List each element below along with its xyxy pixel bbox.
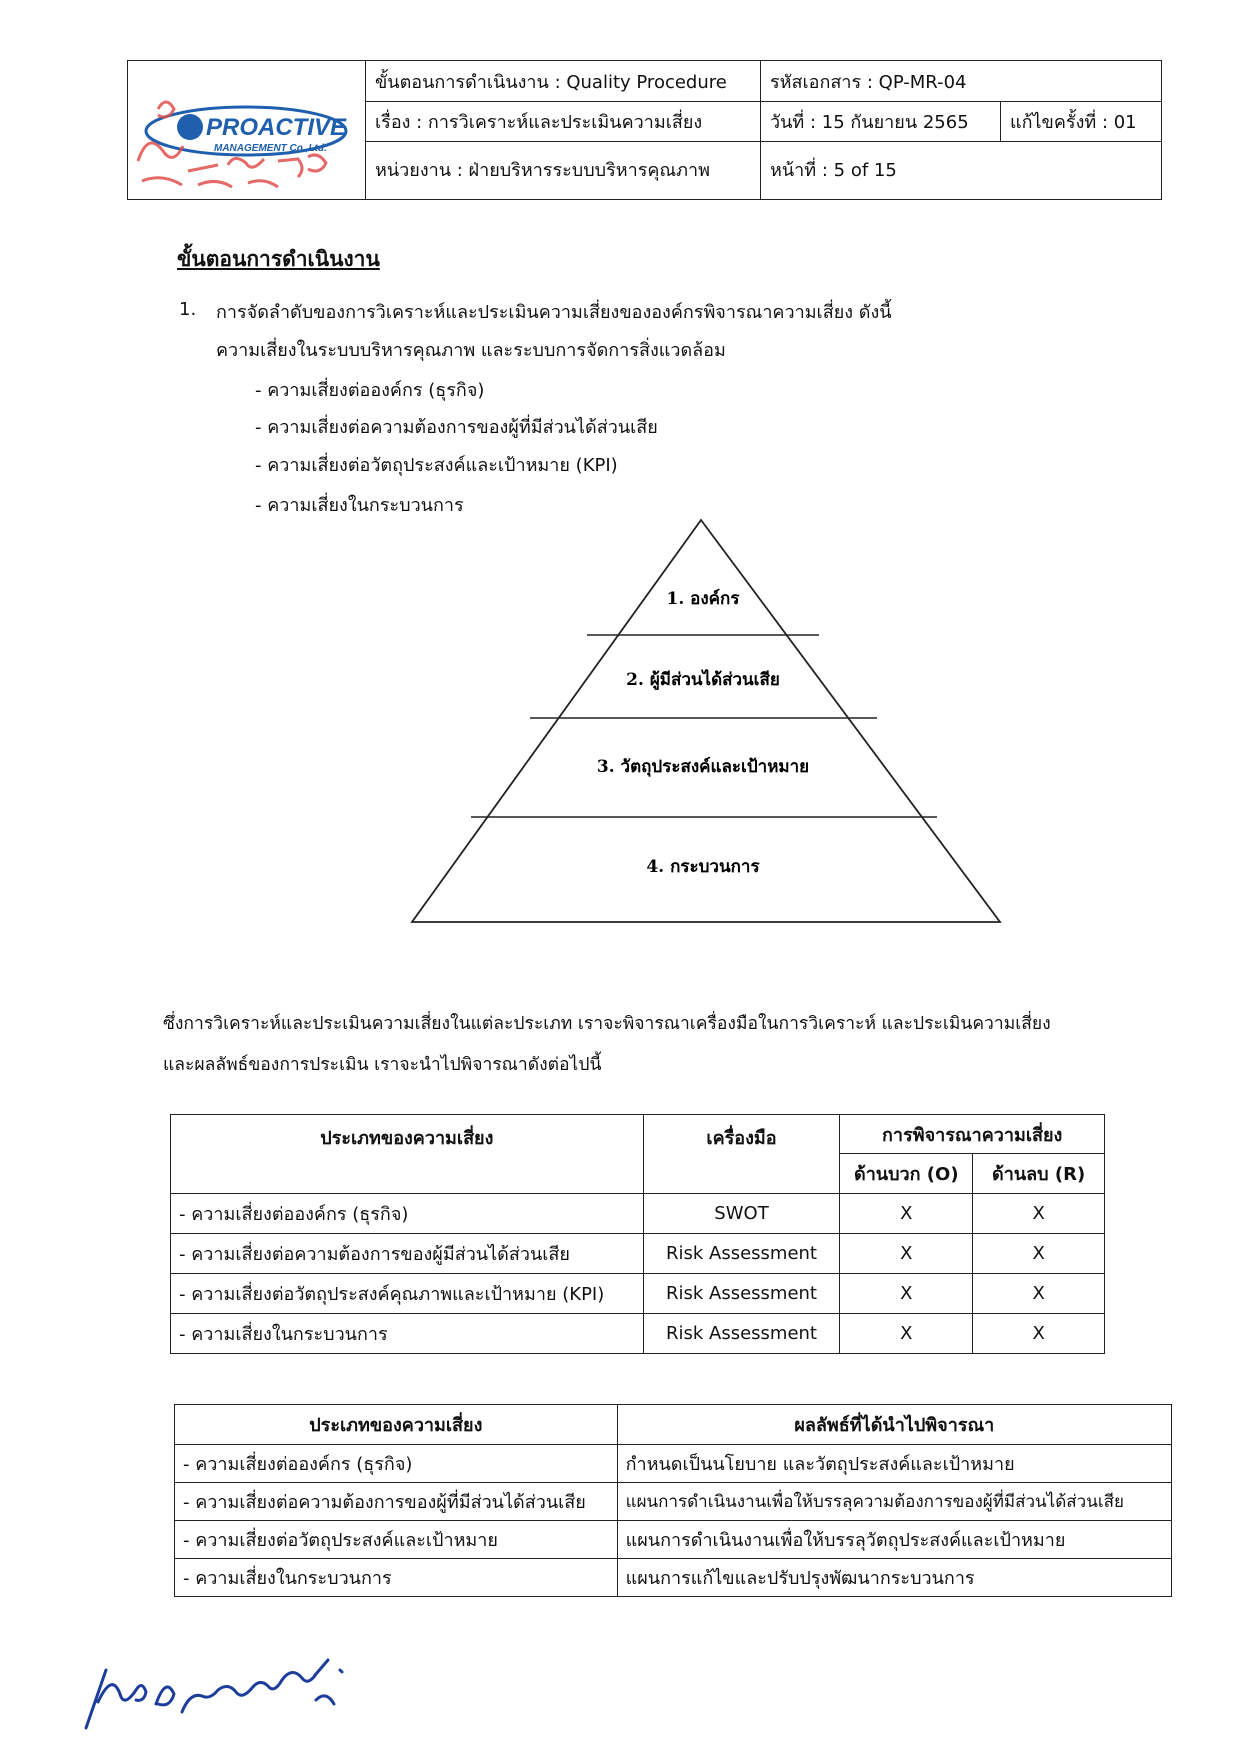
tool-cell: Risk Assessment	[643, 1234, 840, 1274]
para2-line2: และผลลัพธ์ของการประเมิน เราจะนำไปพิจารณาดังต่อไปนี้	[163, 1055, 602, 1075]
logo-subtitle: MANAGEMENT Co.,Ltd.	[214, 143, 327, 154]
bullet-process: - ความเสี่ยงในกระบวนการ	[255, 495, 464, 516]
risk-type-cell: - ความเสี่ยงในกระบวนการ	[175, 1559, 618, 1597]
procedure-title: ขั้นตอนการดำเนินงาน : Quality Procedure	[375, 71, 727, 93]
negative-mark-cell: X	[973, 1314, 1105, 1354]
risk-type-cell: - ความเสี่ยงต่อวัตถุประสงค์และเป้าหมาย	[175, 1521, 618, 1559]
positive-mark-cell: X	[840, 1234, 973, 1274]
item-number: 1.	[179, 299, 197, 320]
result-cell: แผนการดำเนินงานเพื่อให้บรรลุความต้องการของผู้ที่มีส่วนได้ส่วนเสีย	[617, 1483, 1171, 1521]
bullet-stakeholders: - ความเสี่ยงต่อความต้องการของผู้ที่มีส่วนได้ส่วนเสีย	[255, 417, 658, 438]
pyramid-level-2: 2. ผู้มีส่วนได้ส่วนเสีย	[626, 670, 780, 690]
item1-line2: ความเสี่ยงในระบบบริหารคุณภาพ และระบบการจัดการสิ่งแวดล้อม	[216, 340, 726, 361]
tool-cell: SWOT	[643, 1194, 840, 1234]
document-code: รหัสเอกสาร : QP-MR-04	[770, 71, 967, 93]
col-header-negative: ด้านลบ (R)	[973, 1154, 1105, 1194]
table-row	[175, 1559, 1172, 1597]
tool-cell: Risk Assessment	[643, 1274, 840, 1314]
negative-mark-cell: X	[973, 1274, 1105, 1314]
negative-mark-cell: X	[973, 1194, 1105, 1234]
bullet-objectives: - ความเสี่ยงต่อวัตถุประสงค์และเป้าหมาย (KPI)	[255, 455, 618, 476]
document-header	[127, 60, 1162, 200]
tool-cell: Risk Assessment	[643, 1314, 840, 1354]
subject-title: เรื่อง : การวิเคราะห์และประเมินความเสี่ยง	[375, 111, 703, 133]
table-row	[171, 1274, 1105, 1314]
risk-type-cell: - ความเสี่ยงในกระบวนการ	[171, 1314, 644, 1354]
table-row	[171, 1314, 1105, 1354]
result-cell: แผนการดำเนินงานเพื่อให้บรรลุวัตถุประสงค์และเป้าหมาย	[617, 1521, 1171, 1559]
col-header-risk-type: ประเภทของความเสี่ยง	[175, 1405, 618, 1445]
logo-wordmark: PROACTIVE	[206, 114, 347, 141]
proactive-logo-icon	[128, 61, 365, 198]
risk-type-cell: - ความเสี่ยงต่อวัตถุประสงค์คุณภาพและเป้าหมาย (KPI)	[171, 1274, 644, 1314]
risk-type-cell: - ความเสี่ยงต่อองค์กร (ธุรกิจ)	[175, 1445, 618, 1483]
col-header-positive: ด้านบวก (O)	[840, 1154, 973, 1194]
table-row	[171, 1194, 1105, 1234]
positive-mark-cell: X	[840, 1274, 973, 1314]
col-header-tool: เครื่องมือ	[643, 1115, 840, 1194]
col-header-result: ผลลัพธ์ที่ได้นำไปพิจารณา	[617, 1405, 1171, 1445]
document-date: วันที่ : 15 กันยายน 2565	[770, 111, 969, 133]
table-row	[175, 1445, 1172, 1483]
positive-mark-cell: X	[840, 1314, 973, 1354]
table-row	[175, 1521, 1172, 1559]
col-header-consideration: การพิจารณาความเสี่ยง	[840, 1115, 1105, 1154]
table-row	[175, 1483, 1172, 1521]
para2-line1: ซึ่งการวิเคราะห์และประเมินความเสี่ยงในแต่ละประเภท เราจะพิจารณาเครื่องมือในการวิเคราะห์ และประเมินความเสี่ยง	[163, 1014, 1051, 1034]
revision-number: แก้ไขครั้งที่ : 01	[1010, 111, 1137, 133]
signature-icon	[78, 1630, 358, 1740]
risk-type-cell: - ความเสี่ยงต่อความต้องการของผู้มีส่วนได้ส่วนเสีย	[171, 1234, 644, 1274]
risk-tools-table	[170, 1114, 1105, 1354]
pyramid-level-4: 4. กระบวนการ	[646, 857, 760, 877]
result-cell: กำหนดเป็นนโยบาย และวัตถุประสงค์และเป้าหมาย	[617, 1445, 1171, 1483]
result-cell: แผนการแก้ไขและปรับปรุงพัฒนากระบวนการ	[617, 1559, 1171, 1597]
item1-line1: การจัดลำดับของการวิเคราะห์และประเมินความเสี่ยงขององค์กรพิจารณาความเสี่ยง ดังนี้	[216, 302, 892, 323]
col-header-risk-type: ประเภทของความเสี่ยง	[171, 1115, 644, 1194]
risk-pyramid-diagram	[400, 515, 1010, 930]
risk-type-cell: - ความเสี่ยงต่อความต้องการของผู้ที่มีส่วนได้ส่วนเสีย	[175, 1483, 618, 1521]
positive-mark-cell: X	[840, 1194, 973, 1234]
risk-type-cell: - ความเสี่ยงต่อองค์กร (ธุรกิจ)	[171, 1194, 644, 1234]
pyramid-level-3: 3. วัตถุประสงค์และเป้าหมาย	[596, 757, 810, 777]
bullet-organization: - ความเสี่ยงต่อองค์กร (ธุรกิจ)	[255, 380, 485, 401]
negative-mark-cell: X	[973, 1234, 1105, 1274]
section-heading: ขั้นตอนการดำเนินงาน	[177, 247, 380, 271]
table-row	[171, 1234, 1105, 1274]
department-label: หน่วยงาน : ฝ่ายบริหารระบบบริหารคุณภาพ	[375, 160, 710, 181]
company-logo	[128, 61, 365, 198]
pyramid-level-1: 1. องค์กร	[666, 589, 740, 609]
risk-results-table	[174, 1404, 1172, 1597]
page-number: หน้าที่ : 5 of 15	[770, 160, 897, 181]
